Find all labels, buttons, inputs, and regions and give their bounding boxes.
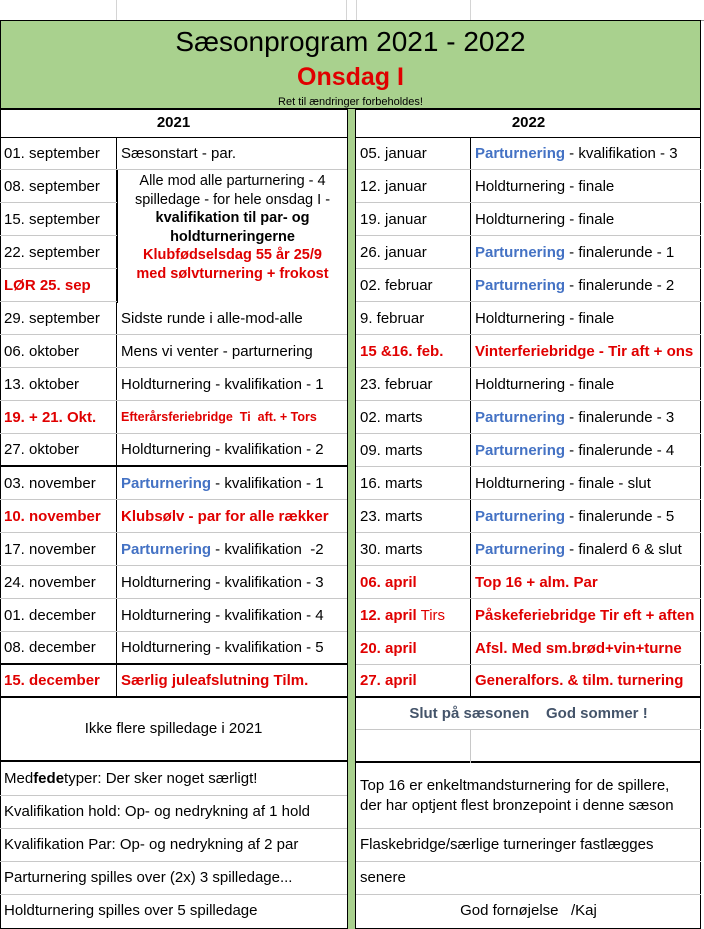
schedule-row — [356, 533, 701, 566]
top-gridline-strip — [0, 0, 704, 21]
row-date — [4, 665, 100, 696]
event-text: - finalerunde - 3 — [565, 408, 675, 426]
year-2021-header: 2021 — [0, 109, 347, 138]
schedule-row — [356, 236, 701, 269]
date-text: LØR 25. sep — [4, 276, 91, 294]
note-holdturnering: Holdturnering spilles over 5 spilledage — [4, 902, 258, 919]
row-event — [470, 533, 701, 565]
event-highlight: Parturnering — [475, 144, 566, 162]
row-date — [360, 170, 427, 202]
note-senere: senere — [360, 869, 406, 886]
gridline — [470, 730, 471, 763]
schedule-row — [356, 335, 701, 368]
row-event — [470, 302, 701, 334]
event-highlight: Parturnering — [475, 276, 566, 294]
row-event — [116, 434, 347, 465]
event-text: - finalerunde - 4 — [565, 441, 675, 459]
row-date — [4, 566, 96, 598]
row-date — [360, 533, 423, 565]
divider — [0, 795, 347, 796]
event-text: Påskeferiebridge Tir eft + aften — [475, 606, 695, 624]
note-line: der har optjent flest bronzepoint i denne sæson — [360, 797, 674, 814]
schedule-row — [0, 500, 347, 533]
schedule-row — [0, 368, 347, 401]
date-text: 15. december — [4, 672, 100, 689]
row-date — [360, 599, 445, 631]
row-event — [116, 335, 347, 367]
note-text: Med — [4, 770, 34, 787]
row-date — [360, 269, 433, 301]
empty-row — [356, 730, 701, 763]
schedule-row — [0, 632, 347, 665]
gridline — [470, 0, 471, 20]
row-event — [116, 632, 347, 663]
note-parturnering: Parturnering spilles over (2x) 3 spilledage... — [4, 869, 293, 886]
date-text: 08. september — [4, 177, 100, 195]
row-event — [470, 566, 701, 598]
note-bold-meaning — [4, 762, 257, 795]
event-highlight: Parturnering — [475, 243, 566, 261]
date-text: 02. februar — [360, 276, 433, 294]
schedule-row — [356, 302, 701, 335]
event-text: - finalerunde - 2 — [565, 276, 675, 294]
event-text: Holdturnering - kvalifikation - 3 — [121, 573, 324, 591]
event-highlight: Parturnering — [475, 441, 566, 459]
event-text: Top 16 + alm. Par — [475, 573, 598, 591]
alle-mod-alle-block — [117, 170, 347, 303]
date-text: 17. november — [4, 540, 96, 558]
row-date — [360, 665, 417, 696]
merged-line: holdturneringerne — [170, 228, 295, 245]
note-bold: fede — [33, 770, 65, 787]
schedule-row — [0, 467, 347, 500]
event-text: Sæsonstart - par. — [121, 144, 237, 162]
schedule-row — [356, 467, 701, 500]
event-text: Holdturnering - finale — [475, 309, 615, 327]
schedule-row — [0, 599, 347, 632]
row-date — [4, 500, 101, 532]
row-date — [4, 170, 100, 202]
schedule-row — [356, 599, 701, 632]
date-text: 15. september — [4, 210, 100, 228]
date-text: 23. marts — [360, 507, 423, 525]
row-date — [4, 269, 91, 301]
disclaimer: Ret til ændringer forbeholdes! — [278, 96, 423, 108]
event-text: Mens vi venter - parturnering — [121, 342, 313, 360]
date-text: 02. marts — [360, 408, 423, 426]
event-text: Sidste runde i alle-mod-alle — [121, 309, 303, 327]
merged-line: Alle mod alle parturnering - 4 — [139, 173, 326, 189]
row-event — [470, 170, 701, 202]
row-event — [116, 368, 347, 400]
row-event — [470, 599, 701, 631]
event-text: - kvalifikation - 3 — [565, 144, 678, 162]
date-text: 03. november — [4, 474, 96, 492]
schedule-row — [356, 401, 701, 434]
schedule-row — [356, 137, 701, 170]
divider — [0, 828, 347, 829]
date-text: 01. december — [4, 606, 96, 624]
row-date — [4, 137, 100, 169]
schedule-row — [0, 401, 347, 434]
row-date — [360, 566, 417, 598]
row-event — [116, 302, 347, 334]
row-date — [360, 137, 427, 169]
note-line: Top 16 er enkeltmandsturnering for de spillere, — [360, 777, 670, 794]
row-event — [470, 368, 701, 400]
date-text: 10. november — [4, 507, 101, 525]
event-text: Holdturnering - finale - slut — [475, 474, 651, 492]
row-event — [470, 665, 701, 696]
date-text: 13. oktober — [4, 375, 80, 393]
event-text: Særlig juleafslutning Tilm. — [121, 672, 309, 689]
schedule-row — [356, 368, 701, 401]
date-text: 16. marts — [360, 474, 423, 492]
event-text: - finalerunde - 1 — [565, 243, 675, 261]
event-text: Efterårsferiebridge Ti aft. + Tors — [121, 410, 317, 424]
schedule-row — [356, 632, 701, 665]
row-date — [360, 335, 443, 367]
gridline — [346, 0, 347, 20]
gridline — [356, 0, 357, 20]
date-text: 06. april — [360, 573, 417, 591]
row-date — [360, 236, 427, 268]
row-event — [470, 236, 701, 268]
gridline — [116, 0, 117, 20]
date-text: 08. december — [4, 639, 96, 656]
page-title: Sæsonprogram 2021 - 2022 — [175, 26, 526, 57]
row-date — [360, 368, 433, 400]
row-date — [360, 302, 424, 334]
event-highlight: Parturnering — [475, 408, 566, 426]
schedule-row — [356, 269, 701, 302]
date-text: 30. marts — [360, 540, 423, 558]
row-date — [360, 434, 423, 466]
date-text: 20. april — [360, 639, 417, 657]
date-text: 12. april — [360, 606, 417, 624]
event-text: Holdturnering - finale — [475, 177, 615, 195]
event-text: Holdturnering - kvalifikation - 4 — [121, 606, 324, 624]
row-event — [116, 665, 347, 696]
row-event — [470, 434, 701, 466]
row-event — [470, 137, 701, 169]
row-date — [4, 368, 79, 400]
event-text: Vinterferiebridge - Tir aft + ons — [475, 342, 694, 360]
note-kval-hold: Kvalifikation hold: Op- og nedrykning af 1 hold — [4, 803, 311, 820]
date-text: 9. februar — [360, 309, 425, 327]
event-highlight: Parturnering — [475, 507, 566, 525]
schedule-row — [0, 434, 347, 467]
schedule-row — [356, 434, 701, 467]
row-date — [360, 401, 423, 433]
event-highlight: Parturnering — [121, 540, 212, 558]
row-date — [4, 302, 100, 334]
event-text: Holdturnering - finale — [475, 210, 615, 228]
row-event — [470, 467, 701, 499]
event-text: Generalfors. & tilm. turnering — [475, 672, 684, 689]
row-event — [116, 401, 347, 433]
page-subtitle: Onsdag I — [297, 63, 404, 91]
divider — [0, 894, 347, 895]
event-text: - finalerd 6 & slut — [565, 540, 682, 558]
row-event — [116, 533, 347, 565]
merged-line: med sølvturnering + frokost — [136, 265, 329, 282]
row-date — [360, 203, 427, 235]
event-text: Klubsølv - par for alle rækker — [121, 507, 329, 525]
schedule-row — [0, 533, 347, 566]
schedule-row — [0, 566, 347, 599]
event-text: - finalerunde - 5 — [565, 507, 675, 525]
event-text: Holdturnering - kvalifikation - 2 — [121, 441, 324, 458]
date-text: 27. april — [360, 672, 417, 689]
row-event — [470, 632, 701, 664]
date-text: 26. januar — [360, 243, 427, 261]
date-text: 24. november — [4, 573, 96, 591]
row-date — [4, 467, 96, 499]
event-text: Holdturnering - kvalifikation - 1 — [121, 375, 324, 393]
divider — [356, 861, 701, 862]
row-event — [116, 599, 347, 631]
signoff: God fornøjelse /Kaj — [460, 902, 597, 919]
row-event — [116, 137, 347, 169]
divider — [0, 861, 347, 862]
merged-line: Klubfødselsdag 55 år 25/9 — [143, 247, 322, 263]
event-text: Afsl. Med sm.brød+vin+turne — [475, 639, 682, 657]
row-date — [360, 500, 423, 532]
schedule-row — [0, 302, 347, 335]
row-date — [360, 632, 417, 664]
merged-line: kvalifikation til par- og — [155, 210, 310, 226]
date-text: 06. oktober — [4, 342, 80, 360]
year-2022-header: 2022 — [356, 109, 701, 138]
row-event — [470, 401, 701, 433]
row-date — [4, 434, 79, 465]
row-date — [360, 467, 423, 499]
row-date — [4, 533, 96, 565]
schedule-row — [356, 500, 701, 533]
date-text: 23. februar — [360, 375, 433, 393]
merged-line: spilledage - for hele onsdag I - — [134, 191, 331, 208]
schedule-row — [356, 203, 701, 236]
note-text: typer: Der sker noget særligt! — [64, 770, 258, 787]
row-date — [4, 203, 100, 235]
date-text: 19. januar — [360, 210, 427, 228]
note-kval-par: Kvalifikation Par: Op- og nedrykning af 2 par — [4, 836, 299, 853]
row-event — [470, 203, 701, 235]
date-extra: Tirs — [416, 606, 446, 624]
note-top16 — [360, 776, 674, 816]
schedule-row — [0, 665, 347, 698]
schedule-row — [0, 137, 347, 170]
date-text: 27. oktober — [4, 441, 80, 458]
row-event — [116, 500, 347, 532]
date-text: 29. september — [4, 309, 100, 327]
row-date — [4, 599, 96, 631]
date-text: 12. januar — [360, 177, 427, 195]
row-event — [116, 566, 347, 598]
row-event — [470, 500, 701, 532]
date-text: 05. januar — [360, 144, 427, 162]
event-text: - kvalifikation -2 — [211, 540, 324, 558]
schedule-row — [0, 335, 347, 368]
row-event — [116, 467, 347, 499]
date-text: 22. september — [4, 243, 100, 261]
row-event — [470, 269, 701, 301]
date-text: 19. + 21. Okt. — [4, 408, 97, 426]
program-header — [0, 20, 701, 109]
event-text: Holdturnering - finale — [475, 375, 615, 393]
date-text: 09. marts — [360, 441, 423, 459]
no-more-days: Ikke flere spilledage i 2021 — [0, 697, 347, 762]
event-highlight: Parturnering — [121, 474, 212, 492]
row-event — [470, 335, 701, 367]
note-flaskebridge: Flaskebridge/særlige turneringer fastlægges — [360, 836, 654, 853]
row-date — [4, 401, 96, 433]
schedule-row — [356, 566, 701, 599]
row-date — [4, 335, 79, 367]
row-date — [4, 632, 96, 663]
date-text: 01. september — [4, 144, 100, 162]
event-highlight: Parturnering — [475, 540, 566, 558]
date-text: 15 &16. feb. — [360, 342, 444, 360]
schedule-row — [356, 665, 701, 698]
row-date — [4, 236, 100, 268]
event-text: - kvalifikation - 1 — [211, 474, 324, 492]
schedule-row — [356, 170, 701, 203]
event-text: Holdturnering - kvalifikation - 5 — [121, 639, 324, 656]
season-end: Slut på sæsonen God sommer ! — [356, 697, 701, 730]
